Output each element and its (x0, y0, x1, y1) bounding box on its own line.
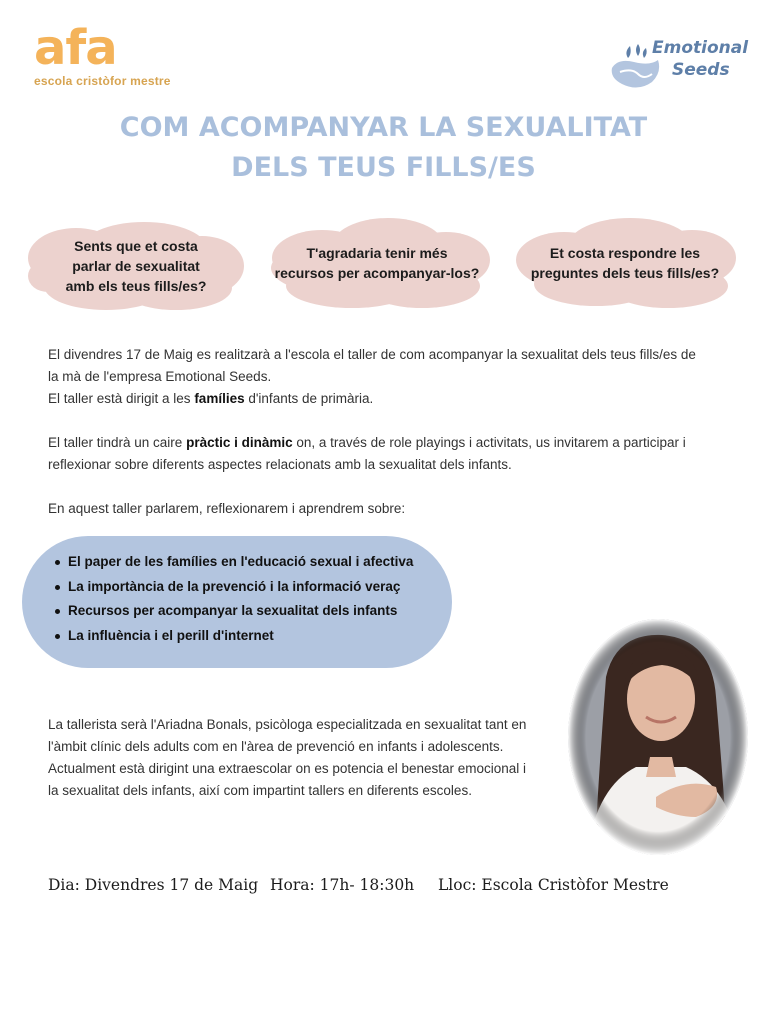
page-title (0, 108, 767, 188)
speaker-line-2: l'àmbit clínic dels adults com en l'àrea de prevenció en infants i adolescents. (48, 739, 504, 754)
workshop-line-1-c: on, a través de role playings i activitats, us invitarem a participar i (292, 435, 686, 450)
speaker-line-1: La tallerista serà l'Ariadna Bonals, psicòloga especialitzada en sexualitat tant en (48, 717, 527, 732)
intro-line-3 (48, 388, 728, 410)
intro-line-3-c: d'infants de primària. (244, 391, 374, 406)
speaker-photo (566, 617, 750, 857)
topic-item: Recursos per acompanyar la sexualitat dels infants (68, 599, 452, 624)
question-1-line-1: Sents que et costa (74, 238, 198, 254)
intro-line-1: El divendres 17 de Maig es realitzarà a l'escola el taller de com acompanyar la sexualitat dels teus fills/es de (48, 347, 696, 362)
emotional-seeds-logo-line1: Emotional (652, 38, 749, 58)
topic-item: La importància de la prevenció i la informació veraç (68, 575, 452, 600)
question-cloud-2 (262, 216, 492, 310)
speaker-line-3: Actualment està dirigint una extraescolar on es potencia el benestar emocional i (48, 761, 527, 776)
workshop-line-2: reflexionar sobre diferents aspectes relacionats amb la sexualitat dels infants. (48, 457, 512, 472)
topic-item: El paper de les famílies en l'educació sexual i afectiva (68, 550, 452, 575)
workshop-line-1-a: El taller tindrà un caire (48, 435, 187, 450)
title-line-1: COM ACOMPANYAR LA SEXUALITAT (119, 112, 648, 143)
question-2-line-1: T'agradaria tenir més (306, 245, 448, 261)
workshop-paragraph (48, 432, 738, 476)
emotional-seeds-logo (608, 34, 758, 94)
question-cloud-3 (512, 216, 738, 310)
afa-logo (34, 20, 184, 88)
intro-line-2: la mà de l'empresa Emotional Seeds. (48, 369, 272, 384)
intro-line-3-bold: famílies (194, 391, 245, 406)
workshop-line-1-bold: pràctic i dinàmic (186, 435, 293, 450)
question-1-line-3: amb els teus fills/es? (65, 278, 207, 294)
topic-item: La influència i el perill d'internet (68, 624, 452, 649)
speaker-line-4: la sexualitat dels infants, així com impartint tallers en diferents escoles. (48, 783, 472, 798)
question-cloud-1 (26, 220, 246, 312)
topics-list (22, 536, 452, 648)
afa-logo-subtitle: escola cristòfor mestre (34, 74, 171, 88)
speaker-paragraph (48, 714, 548, 802)
learn-intro: En aquest taller parlarem, reflexionarem i aprendrem sobre: (48, 501, 406, 516)
title-line-2: DELS TEUS FILLS/ES (231, 152, 536, 183)
question-2-line-2: recursos per acompanyar-los? (274, 265, 480, 281)
intro-paragraph (48, 344, 728, 410)
topics-box (22, 536, 452, 668)
event-time: Hora: 17h- 18:30h (270, 876, 415, 894)
event-day: Dia: Divendres 17 de Maig (48, 876, 259, 894)
intro-line-3-a: El taller està dirigit a les (48, 391, 195, 406)
question-3-line-1: Et costa respondre les (549, 245, 701, 261)
workshop-line-1 (48, 432, 738, 454)
question-text-1 (26, 220, 246, 312)
event-place: Lloc: Escola Cristòfor Mestre (438, 876, 669, 894)
afa-logo-letters: afa (34, 20, 117, 76)
emotional-seeds-logo-line2: Seeds (672, 60, 730, 80)
question-text-3 (512, 216, 738, 310)
question-1-line-2: parlar de sexualitat (72, 258, 200, 274)
question-3-line-2: preguntes dels teus fills/es? (530, 265, 720, 281)
question-text-2 (262, 216, 492, 310)
